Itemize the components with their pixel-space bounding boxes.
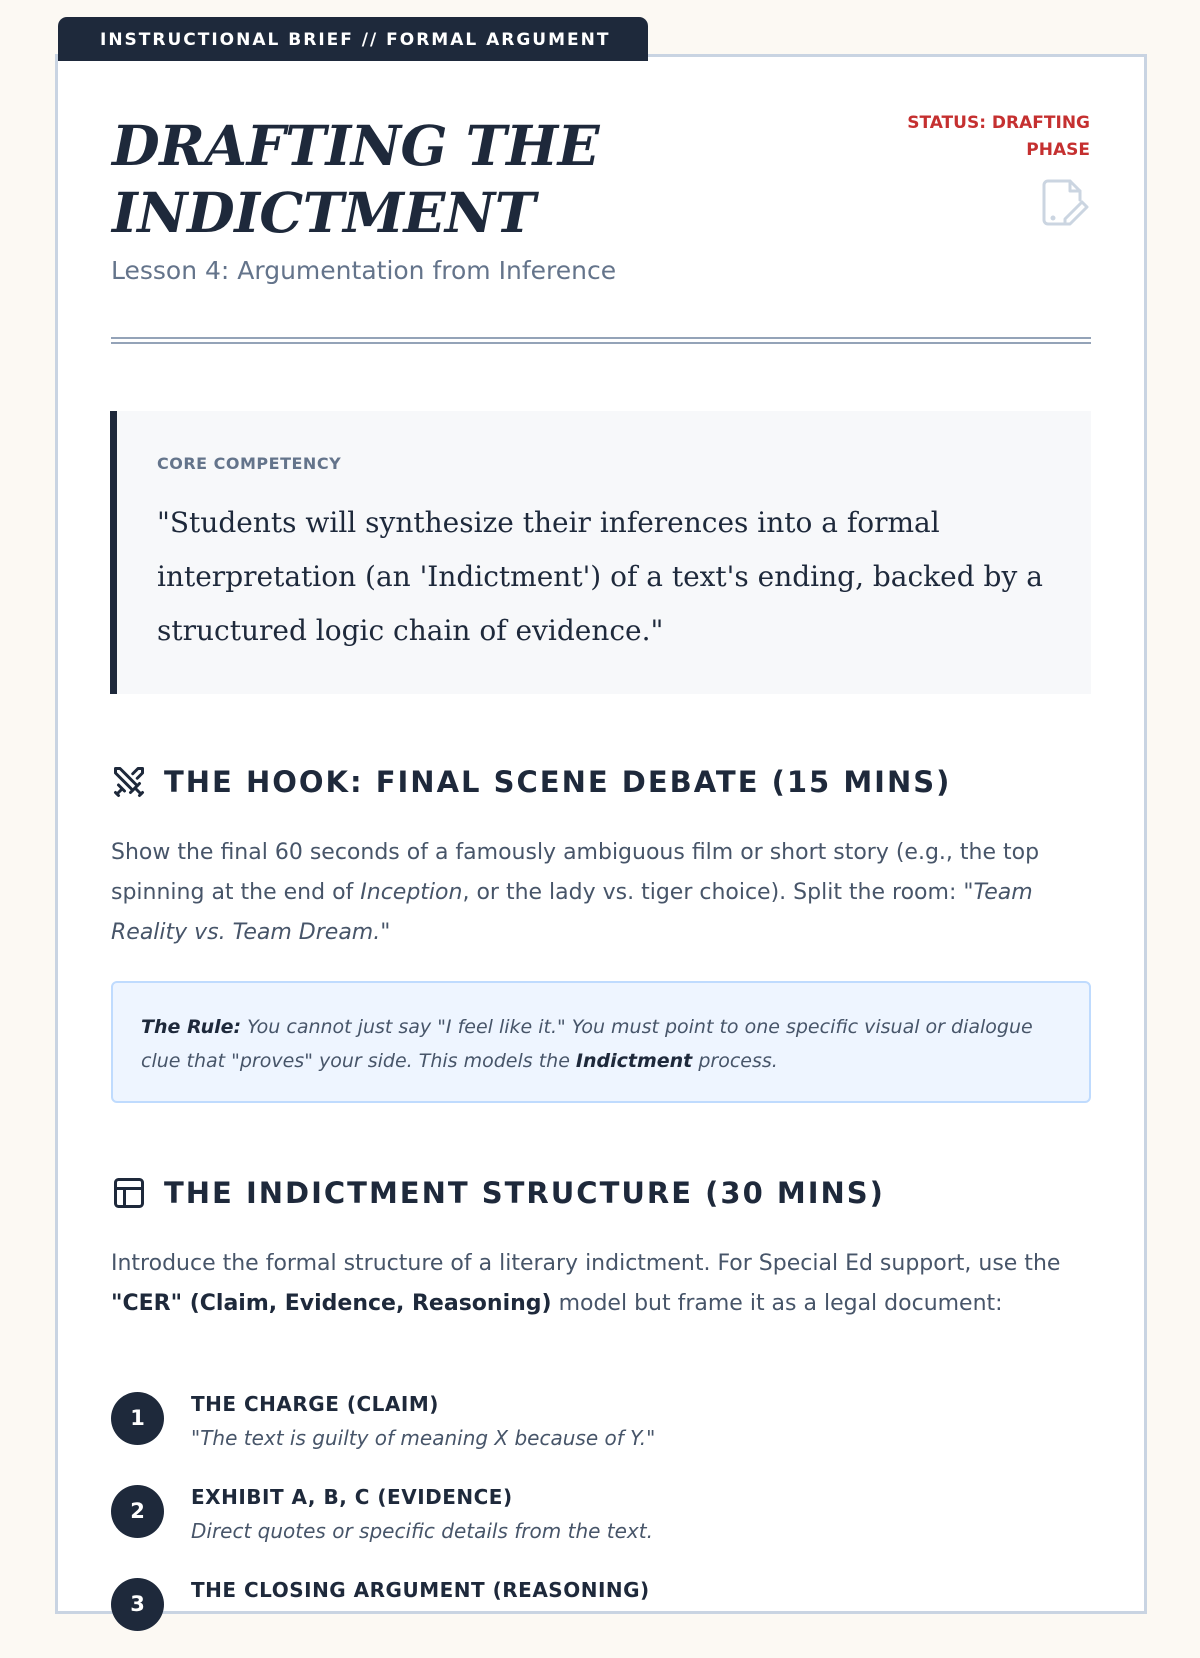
step-title: THE CLOSING ARGUMENT (REASONING) xyxy=(191,1578,650,1602)
step-title: EXHIBIT A, B, C (EVIDENCE) xyxy=(191,1485,513,1509)
hook-heading-text: THE HOOK: FINAL SCENE DEBATE (15 MINS) xyxy=(164,765,952,799)
structure-text-part-2: model but frame it as a legal document: xyxy=(551,1291,1003,1316)
structure-cer-term: "CER" (Claim, Evidence, Reasoning) xyxy=(111,1291,552,1316)
rule-bold-term: Indictment xyxy=(575,1050,693,1072)
competency-label: CORE COMPETENCY xyxy=(157,454,342,473)
crossed-swords-icon xyxy=(111,764,147,800)
competency-quote: "Students will synthesize their inferences into a formal interpretation (an 'Indictment') of a text's ending, backed by a structured logic chain of evidence." xyxy=(157,506,1043,647)
rule-text-part-1: You cannot just say "I feel like it." You must point to one specific visual or dialogue clue that "proves" your side. This models the xyxy=(141,1016,1033,1072)
structure-heading-text: THE INDICTMENT STRUCTURE (30 MINS) xyxy=(164,1176,885,1210)
step-title: THE CHARGE (CLAIM) xyxy=(191,1392,439,1416)
hook-description xyxy=(111,833,1091,953)
rule-callout xyxy=(111,981,1091,1103)
step-description: Direct quotes or specific details from the text. xyxy=(191,1519,653,1543)
page-title xyxy=(112,112,599,246)
structure-heading xyxy=(111,1173,1061,1213)
rule-text-part-2: process. xyxy=(692,1050,778,1072)
status-line-1: STATUS: DRAFTING xyxy=(907,113,1090,133)
header-divider-bottom xyxy=(111,342,1091,344)
document-edit-icon xyxy=(1040,178,1090,230)
indictment-step xyxy=(111,1392,1091,1472)
core-competency-callout xyxy=(110,411,1091,694)
hook-text-part-1: Show the final 60 seconds of a famously ambiguous film or short story (e.g., the top spinning at the end of xyxy=(111,840,1040,905)
step-number-badge: 3 xyxy=(111,1578,164,1631)
step-number-badge: 1 xyxy=(111,1392,164,1445)
step-number-badge: 2 xyxy=(111,1485,164,1538)
lesson-subtitle: Lesson 4: Argumentation from Inference xyxy=(111,256,617,285)
status-line-2: PHASE xyxy=(1026,140,1090,160)
structure-text-part-1: Introduce the formal structure of a literary indictment. For Special Ed support, use the xyxy=(111,1251,1061,1276)
rule-label: The Rule: xyxy=(141,1016,242,1038)
hook-heading xyxy=(111,762,1061,802)
title-line-2: INDICTMENT xyxy=(112,180,536,245)
header-divider-top xyxy=(111,337,1091,339)
hook-film-title: Inception xyxy=(360,880,463,905)
status-badge xyxy=(880,110,1090,164)
layout-template-icon xyxy=(111,1175,147,1211)
brief-tab-label: INSTRUCTIONAL BRIEF // FORMAL ARGUMENT xyxy=(58,17,648,61)
hook-text-part-2: , or the lady vs. tiger choice). Split the room: xyxy=(462,880,964,905)
indictment-step xyxy=(111,1485,1091,1565)
hook-team-quote: "Team Reality vs. Team Dream." xyxy=(111,880,1033,945)
structure-description xyxy=(111,1244,1091,1324)
step-description: "The text is guilty of meaning X because of Y." xyxy=(191,1426,656,1450)
title-line-1: DRAFTING THE xyxy=(112,113,599,178)
indictment-step xyxy=(111,1578,1091,1658)
